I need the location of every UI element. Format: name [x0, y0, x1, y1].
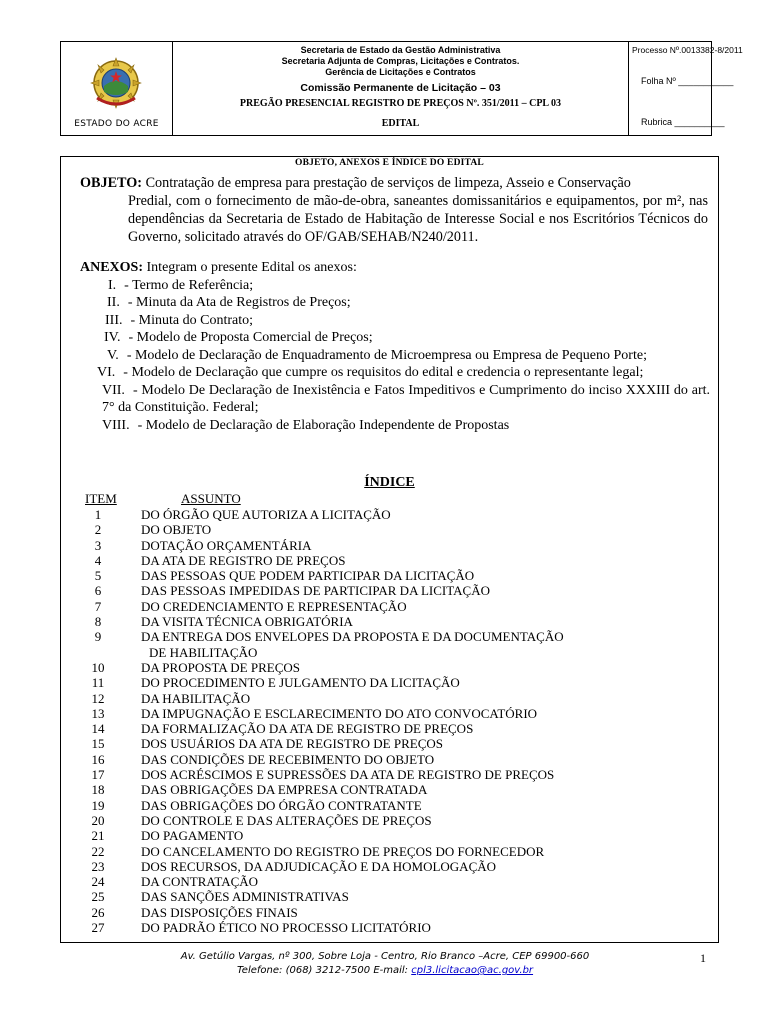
header-line-comissao: Comissão Permanente de Licitação – 03 [300, 82, 501, 94]
indice-item-title [141, 568, 661, 583]
indice-item-number: 4 [94, 552, 102, 568]
indice-row [81, 599, 701, 614]
indice-item-title [141, 859, 661, 874]
indice-item-title-line: DA ATA DE REGISTRO DE PREÇOS [141, 552, 346, 568]
indice-item-number: 1 [94, 507, 102, 522]
indice-item-title-line: DA IMPUGNAÇÃO E ESCLARECIMENTO DO ATO CONVOCATÓRIO [141, 705, 538, 721]
anexo-item [80, 382, 710, 417]
rubrica-field: Rubrica __________ [641, 117, 725, 127]
indice-item-title [141, 736, 661, 751]
indice-item-title-continuation: DE HABILITAÇÃO [149, 644, 258, 660]
header-line-secretaria-adjunta: Secretaria Adjunta de Compras, Licitações e Contratos. [281, 56, 520, 66]
indice-item-title [141, 828, 661, 843]
indice-item-title-line: DOS RECURSOS, DA ADJUDICAÇÃO E DA HOMOLOGAÇÃO [141, 858, 497, 874]
anexos-list [80, 277, 710, 435]
indice-row [81, 844, 701, 859]
anexo-item [80, 364, 710, 382]
anexo-text: - Modelo de Declaração de Elaboração Independente de Propostas [137, 417, 510, 433]
indice-item-number: 26 [91, 904, 105, 920]
header-line-secretaria: Secretaria de Estado da Gestão Administrativa [300, 45, 501, 55]
anexo-number: VII. [102, 382, 125, 398]
indice-item-number: 6 [94, 583, 102, 599]
document-header [60, 41, 743, 136]
coat-of-arms-icon [87, 56, 145, 112]
header-center-cell [173, 42, 629, 135]
header-right-cell [629, 42, 743, 135]
indice-item-number: 8 [94, 614, 102, 630]
anexo-number: VI. [97, 365, 116, 380]
indice-item-number: 7 [94, 598, 102, 614]
anexo-text: - Minuta do Contrato; [130, 312, 253, 328]
anexo-text: - Termo de Referência; [124, 277, 254, 293]
indice-item-number: 20 [91, 812, 105, 828]
indice-item-title-line: DAS PESSOAS IMPEDIDAS DE PARTICIPAR DA LICITAÇÃO [141, 583, 491, 599]
indice-item-title-line: DAS OBRIGAÇÕES DO ÓRGÃO CONTRATANTE [141, 797, 422, 813]
indice-row [81, 782, 701, 797]
indice-item-number: 3 [94, 537, 102, 553]
indice-row [81, 859, 701, 874]
indice-row [81, 752, 701, 767]
indice-row [81, 828, 701, 843]
anexos-intro: Integram o presente Edital os anexos: [143, 260, 357, 275]
header-line-edital: EDITAL [381, 118, 420, 129]
indice-col-assunto: ASSUNTO [181, 491, 241, 506]
anexo-number: IV. [104, 330, 121, 345]
indice-col-item: ITEM [85, 491, 117, 506]
header-logo-cell [61, 42, 173, 135]
indice-item-number: 12 [91, 690, 105, 706]
indice-item-title-line: DA CONTRATAÇÃO [141, 874, 259, 890]
indice-item-title-line: DAS OBRIGAÇÕES DA EMPRESA CONTRATADA [141, 782, 428, 798]
indice-item-title-line: DA VISITA TÉCNICA OBRIGATÓRIA [141, 614, 353, 630]
indice-item-title-line: DA FORMALIZAÇÃO DA ATA DE REGISTRO DE PREÇOS [141, 721, 474, 737]
indice-row [81, 507, 701, 522]
indice-item-title-line: DO CONTROLE E DAS ALTERAÇÕES DE PREÇOS [141, 812, 432, 828]
objeto-paragraph [80, 174, 708, 246]
indice-item-title [141, 614, 661, 629]
anexo-item [80, 277, 710, 295]
indice-item-title-line: DO PADRÃO ÉTICO NO PROCESSO LICITATÓRIO [141, 920, 431, 936]
indice-item-number: 18 [91, 782, 105, 798]
indice-item-number: 14 [91, 721, 105, 737]
indice-item-number: 23 [91, 858, 105, 874]
indice-row [81, 553, 701, 568]
indice-list [81, 507, 701, 935]
anexo-text: - Modelo De Declaração de Inexistência e Fatos Impeditivos e Cumprimento do inciso XXXIII do art. 7° da Constituição. Federal; [102, 382, 710, 415]
indice-item-title [141, 721, 661, 736]
indice-item-title-line: DOS USUÁRIOS DA ATA DE REGISTRO DE PREÇOS [141, 736, 443, 752]
indice-item-title [141, 583, 661, 598]
indice-item-title-line: DO CREDENCIAMENTO E REPRESENTAÇÃO [141, 598, 407, 614]
indice-item-number: 10 [91, 659, 105, 675]
indice-item-number: 27 [91, 920, 105, 936]
indice-item-title-line: DA HABILITAÇÃO [141, 690, 251, 706]
indice-item-number: 13 [91, 705, 105, 721]
indice-item-title [141, 507, 661, 522]
indice-item-number: 5 [94, 568, 102, 584]
indice-item-number: 24 [91, 874, 105, 890]
indice-item-number: 19 [91, 797, 105, 813]
anexo-text: - Modelo de Declaração que cumpre os requisitos do edital e credencia o representante legal; [123, 365, 644, 380]
indice-row [81, 568, 701, 583]
indice-item-title-line: DO ÓRGÃO QUE AUTORIZA A LICITAÇÃO [141, 507, 391, 522]
indice-item-number: 25 [91, 889, 105, 905]
indice-row [81, 874, 701, 889]
anexo-item [80, 294, 710, 312]
indice-row [81, 706, 701, 721]
header-line-pregao: PREGÃO PRESENCIAL REGISTRO DE PREÇOS Nº. 351/2011 – CPL 03 [239, 98, 562, 109]
indice-item-number: 22 [91, 843, 105, 859]
indice-item-title [141, 553, 661, 568]
indice-row [81, 583, 701, 598]
indice-row [81, 675, 701, 690]
indice-item-title [141, 874, 661, 889]
indice-item-title [141, 782, 661, 797]
page-number: 1 [700, 951, 706, 965]
indice-row [81, 813, 701, 828]
indice-row [81, 798, 701, 813]
indice-item-title [141, 889, 661, 904]
indice-row [81, 736, 701, 751]
indice-item-title [141, 538, 661, 553]
indice-item-title-line: DO OBJETO [141, 522, 212, 538]
section-title: OBJETO, ANEXOS E ÍNDICE DO EDITAL [295, 158, 484, 168]
anexo-text: - Modelo de Proposta Comercial de Preços; [128, 330, 373, 345]
indice-item-title [141, 660, 661, 675]
anexo-item [80, 312, 710, 330]
indice-item-title [141, 522, 661, 537]
indice-item-number: 16 [91, 751, 105, 767]
indice-item-number: 11 [91, 675, 105, 691]
indice-item-number: 9 [94, 629, 102, 645]
indice-item-title-line: DAS DISPOSIÇÕES FINAIS [141, 904, 298, 920]
footer-phone: Telefone: (068) 3212-7500 E-mail: [236, 965, 409, 976]
indice-row [81, 629, 701, 660]
folha-field: Folha Nº ___________ [641, 76, 734, 86]
anexos-section [80, 259, 710, 434]
indice-item-title [141, 920, 661, 935]
objeto-rest: Predial, com o fornecimento de mão-de-obra, saneantes domissanitários e equipamentos, por m², nas dependências da Secretaria de Estado de Habitação de Interesse Social e nos Escritórios Técnicos do Governo, solicitado através do OF/GAB/SEHAB/N240/2011. [128, 193, 708, 245]
indice-item-title [141, 675, 661, 690]
indice-item-title [141, 798, 661, 813]
page-footer [0, 950, 770, 978]
indice-item-title [141, 905, 661, 920]
anexos-label: ANEXOS: [80, 260, 144, 275]
indice-item-title [141, 629, 661, 660]
indice-row [81, 660, 701, 675]
objeto-label: OBJETO: [80, 175, 143, 191]
indice-item-title-line: DO PAGAMENTO [141, 828, 244, 844]
footer-address: Av. Getúlio Vargas, nº 300, Sobre Loja - Centro, Rio Branco –Acre, CEP 69900-660 [180, 951, 590, 962]
anexo-number: III. [105, 312, 123, 328]
indice-row [81, 905, 701, 920]
indice-item-title-line: DAS SANÇÕES ADMINISTRATIVAS [141, 889, 349, 905]
objeto-line1: Contratação de empresa para prestação de serviços de limpeza, Asseio e Conservação [142, 175, 631, 191]
header-line-gerencia: Gerência de Licitações e Contratos [325, 67, 476, 77]
indice-item-title [141, 767, 661, 782]
indice-item-title [141, 844, 661, 859]
indice-item-title-line: DO CANCELAMENTO DO REGISTRO DE PREÇOS DO FORNECEDOR [141, 843, 545, 859]
indice-item-title-line: DA PROPOSTA DE PREÇOS [141, 659, 300, 675]
anexo-number: VIII. [102, 417, 130, 433]
indice-row [81, 767, 701, 782]
indice-item-title-line: DA ENTREGA DOS ENVELOPES DA PROPOSTA E DA DOCUMENTAÇÃO [141, 629, 564, 645]
indice-row [81, 721, 701, 736]
indice-item-title [141, 752, 661, 767]
indice-item-title [141, 706, 661, 721]
indice-item-title-line: DAS CONDIÇÕES DE RECEBIMENTO DO OBJETO [141, 751, 435, 767]
anexo-item [80, 347, 710, 365]
indice-item-title-line: DOS ACRÉSCIMOS E SUPRESSÕES DA ATA DE REGISTRO DE PREÇOS [141, 767, 555, 783]
processo-number: Processo Nº.0013382-8/2011 [632, 45, 743, 55]
indice-row [81, 920, 701, 935]
indice-item-title-line: DOTAÇÃO ORÇAMENTÁRIA [141, 537, 312, 553]
anexo-number: V. [107, 347, 119, 363]
indice-item-number: 2 [94, 522, 102, 538]
document-body [60, 156, 719, 943]
indice-item-title-line: DO PROCEDIMENTO E JULGAMENTO DA LICITAÇÃO [141, 675, 460, 691]
anexo-text: - Minuta da Ata de Registros de Preços; [127, 295, 351, 310]
indice-row [81, 522, 701, 537]
indice-row [81, 691, 701, 706]
indice-item-number: 21 [91, 828, 105, 844]
anexo-number: I. [108, 277, 117, 293]
indice-row [81, 538, 701, 553]
indice-item-number: 15 [91, 736, 105, 752]
indice-row [81, 889, 701, 904]
anexo-item [80, 329, 710, 347]
anexo-item [80, 417, 710, 435]
indice-item-title [141, 691, 661, 706]
indice-item-title [141, 813, 661, 828]
indice-row [81, 614, 701, 629]
indice-item-title-line: DAS PESSOAS QUE PODEM PARTICIPAR DA LICITAÇÃO [141, 568, 475, 584]
anexo-number: II. [107, 295, 120, 310]
anexo-text: - Modelo de Declaração de Enquadramento de Microempresa ou Empresa de Pequeno Porte; [126, 347, 647, 363]
indice-item-title [141, 599, 661, 614]
indice-item-number: 17 [91, 767, 105, 783]
footer-email-link[interactable]: cpl3.licitacao@ac.gov.br [411, 965, 534, 976]
state-name: ESTADO DO ACRE [74, 119, 159, 129]
indice-title: ÍNDICE [364, 475, 415, 490]
